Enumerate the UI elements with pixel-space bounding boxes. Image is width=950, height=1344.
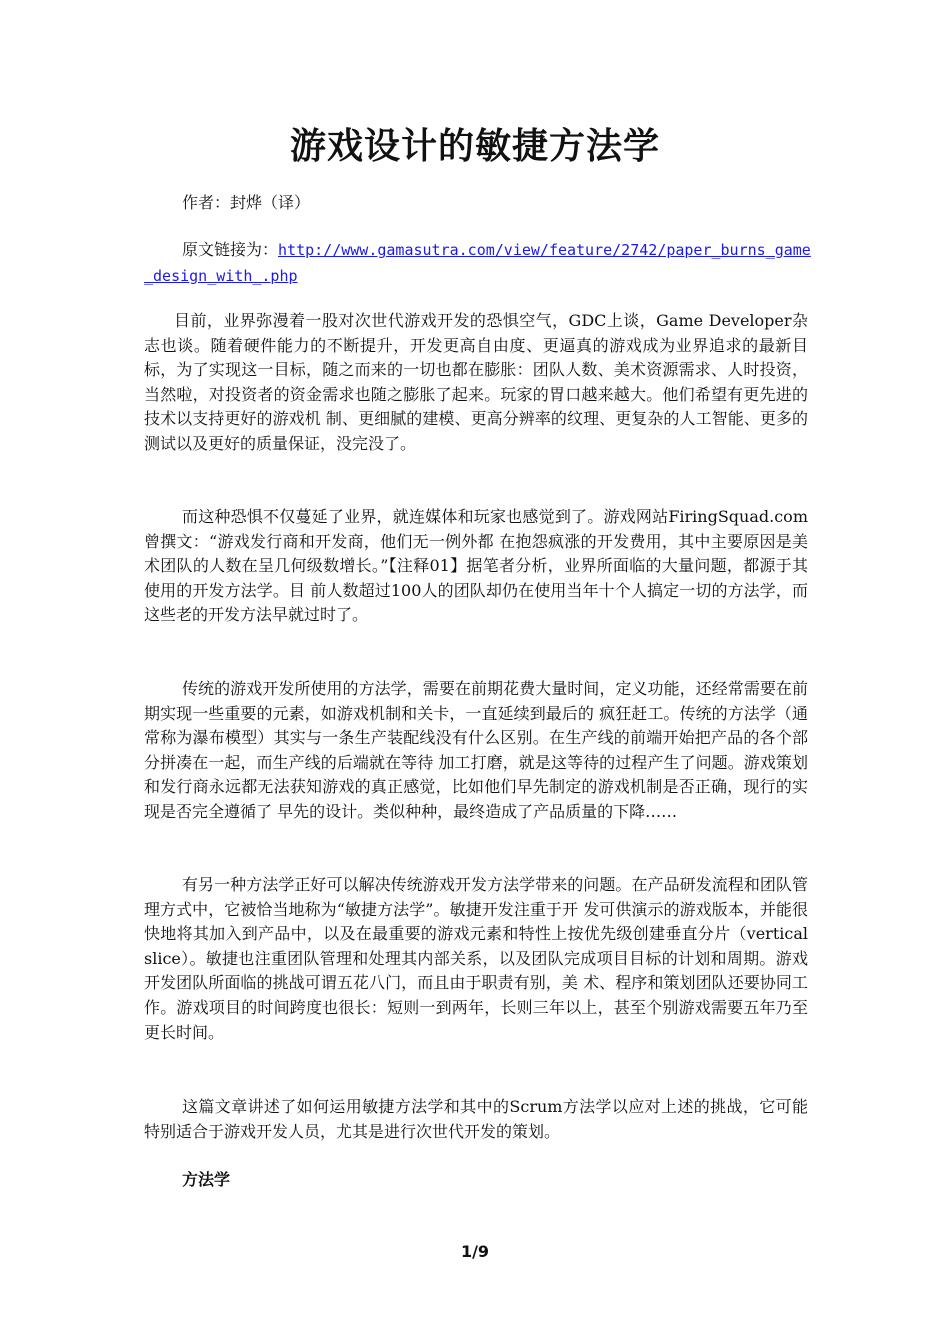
source-label: 原文链接为： (182, 240, 279, 259)
source-link[interactable]: http://www.gamasutra.com/view/feature/2742/paper_burns_game_design_with_.php (144, 241, 811, 285)
paragraph-agile: 有另一种方法学正好可以解决传统游戏开发方法学带来的问题。在产品研发流程和团队管理方式中，它被恰当地称为“敏捷方法学”。敏捷开发注重于开 发可供演示的游戏版本，并能很快地将其加入到产品中，以及在最重要的游戏元素和特性上按优先级创建垂直分片（vertical slice）。敏捷也注重团队管理和处理其内部关系，以及团队完成项目目标的计划和周期。游戏开发团队所面临的挑战可谓五花八门，而且由于职责有别，美 术、程序和策划团队还要协同工作。游戏项目的时间跨度也很长：短则一到两年，长则三年以上，甚至个别游戏需要五年乃至更长时间。 (144, 875, 808, 1042)
paragraph-fear: 而这种恐惧不仅蔓延了业界，就连媒体和玩家也感觉到了。游戏网站FiringSquad.com曾撰文：“游戏发行商和开发商，他们无一例外都 在抱怨疯涨的开发费用，其中主要原因是美术团队的人数在呈几何级数增长。”【注释01】据笔者分析，业界所面临的大量问题，都源于其使用的开发方法学。目 前人数超过100人的团队却仍在使用当年十个人搞定一切的方法学，而这些老的开发方法早就过时了。 (144, 507, 808, 625)
document-title: 游戏设计的敏捷方法学 (289, 126, 660, 167)
section-heading: 方法学 (182, 1170, 231, 1189)
source-line (144, 237, 814, 289)
paragraph-intro: 目前，业界弥漫着一股对次世代游戏开发的恐惧空气，GDC上谈，Game Developer杂志也谈。随着硬件能力的不断提升，开发更高自由度、更逼真的游戏成为业界追求的最新目标，为了实现这一目标，随之而来的一切也都在膨胀：团队人数、美术资源需求、人时投资，当然啦，对投资者的资金需求也随之膨胀了起来。玩家的胃口越来越大。他们希望有更先进的技术以支持更好的游戏机 制、更细腻的建模、更高分辨率的纹理、更复杂的人工智能、更多的测试以及更好的质量保证，没完没了。 (144, 311, 808, 453)
author-line: 作者：封烨（译） (182, 193, 311, 212)
page-number: 1/9 (460, 1242, 490, 1261)
paragraph-scrum: 这篇文章讲述了如何运用敏捷方法学和其中的Scrum方法学以应对上述的挑战，它可能特别适合于游戏开发人员，尤其是进行次世代开发的策划。 (144, 1097, 808, 1141)
paragraph-traditional: 传统的游戏开发所使用的方法学，需要在前期花费大量时间，定义功能，还经常需要在前期实现一些重要的元素，如游戏机制和关卡，一直延续到最后的 疯狂赶工。传统的方法学（通常称为瀑布模型）其实与一条生产装配线没有什么区别。在生产线的前端开始把产品的各个部分拼凑在一起，而生产线的后端就在等待 加工打磨，就是这等待的过程产生了问题。游戏策划和发行商永远都无法获知游戏的真正感觉，比如他们早先制定的游戏机制是否正确，现行的实现是否完全遵循了 早先的设计。类似种种，最终造成了产品质量的下降…… (144, 679, 808, 821)
